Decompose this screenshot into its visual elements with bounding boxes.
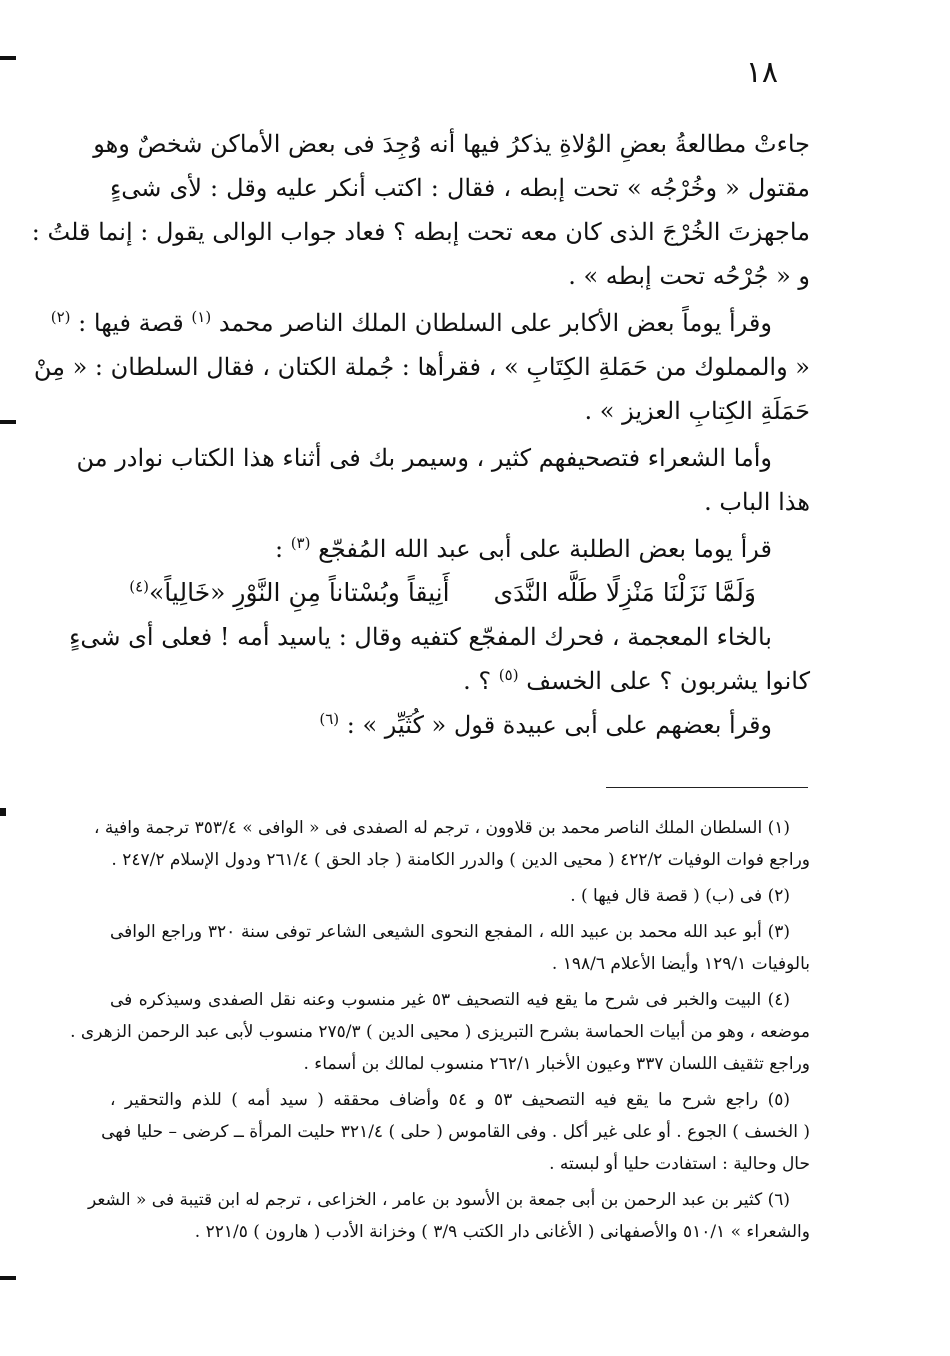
text-segment: كانوا يشربون ؟ على الخسف [526, 667, 810, 695]
text-line [110, 703, 810, 747]
text-line: ماجهزتَ الخُرْجَ الذى كان معه تحت إبطه ؟ فعاد جواب الوالى يقول : إنما قلتُ : [31, 218, 810, 246]
footnote-line: والشعراء » ٥١٠/١ والأصفهانى ( الأغانى دار الكتب ٣/٩ ) وخزانة الأدب ( هارون ) ٢٢١/٥ . [194, 1222, 810, 1242]
footnote-separator [606, 787, 808, 788]
footnote-line: (٣) أبو عبد الله محمد بن عبيد الله ، المفجع النحوى الشيعى الشاعر توفى سنة ٣٢٠ وراجع الوافى [110, 922, 790, 942]
footnote-line: موضعه ، وهو من أبيات الحماسة بشرح التبريزى ( محيى الدين ) ٢٧٥/٣ منسوب لأبى عبد الرحمن الزهرى . [70, 1022, 810, 1042]
text-line: و « جُرْحُه تحت إبطه » . [568, 262, 810, 290]
text-segment: وقرأ بعضهم على أبى عبيدة قول « كُثَيِّر » : [346, 711, 772, 739]
poem-verse [110, 571, 810, 615]
footnote-line: (٦) كثير بن عبد الرحمن بن أبى جمعة بن الأسود بن عامر ، الخزاعى ، ترجم له ابن قتيبة فى « الشعر [87, 1190, 790, 1210]
main-text [31, 122, 810, 747]
footnote-ref: (٥) [498, 666, 519, 684]
footnote-ref: (١) [191, 308, 212, 326]
footnote-line: وراجع تثقيف اللسان ٣٣٧ وعيون الأخبار ٢٦٢/١ منسوب لمالك بن أسماء . [303, 1054, 810, 1074]
text-segment: ؟ . [463, 667, 492, 695]
footnote-ref: (٦) [319, 710, 340, 728]
text-line [110, 527, 810, 571]
page-number: ١٨ [745, 55, 778, 90]
footnote-line: بالوفيات ١٢٩/١ وأيضا الأعلام ١٩٨/٦ . [551, 954, 810, 974]
footnotes [70, 812, 810, 1248]
footnote-ref: (٢) [50, 308, 71, 326]
footnote-line: ( الخسف ) الجوع . أو على غير أكل . وفى القاموس ( حلى ) ٣٢١/٤ حليت المرأة ــ كرضى – حليا فهى [101, 1122, 810, 1142]
text-line [110, 659, 810, 703]
footnote-line: وراجع فوات الوفيات ٤٢٢/٢ ( محيى الدين ) والدرر الكامنة ( جاد الحق ) ٢٦١/٤ ودول الإسلام ٢٤٧/٢ . [111, 850, 810, 870]
footnote-line: (١) السلطان الملك الناصر محمد بن قلاوون ، ترجم له الصفدى فى « الوافى » ٣٥٣/٤ ترجمة وافية ، [93, 818, 790, 838]
text-line: مقتول « وخُرْجُه » تحت إبطه ، فقال : اكتب أنكر عليه وقل : لأى شىءٍ [110, 174, 810, 202]
verse-first-hemistich: وَلَمَّا نَزَلْنَا مَنْزِلًا طَلَّه النَّدَى [493, 578, 756, 607]
binding-edge-mark [0, 1276, 16, 1280]
text-line: هذا الباب . [704, 488, 810, 516]
text-line: جاءتْ مطالعةُ بعضِ الوُلاةِ يذكرُ فيها أنه وُجِدَ فى بعض الأماكن شخصٌ وهو [93, 130, 810, 158]
text-segment: : [274, 535, 284, 563]
footnote-line: حال وحالية : استفادت حليا أو لبسته . [549, 1154, 810, 1174]
binding-edge-mark [0, 56, 16, 60]
text-line [50, 301, 810, 345]
text-line: « والمملوك من حَمَلةِ الكِتَابِ » ، فقرأها : جُملة الكتان ، فقال السلطان : « مِنْ [33, 353, 810, 381]
text-segment: قرأ يوما بعض الطلبة على أبى عبد الله المُفجّع [318, 535, 772, 563]
verse-second-hemistich [129, 571, 449, 615]
binding-edge-mark [0, 808, 6, 816]
footnote-line: (٤) البيت والخبر فى شرح ما يقع فيه التصحيف ٥٣ غير منسوب وعنه نقل الصفدى وسيذكره فى [110, 990, 791, 1010]
text-segment: وقرأ يوماً بعض الأكابر على السلطان الملك الناصر محمد [218, 309, 772, 337]
footnote-ref: (٣) [290, 534, 311, 552]
text-segment: أَنِيقاً وبُسْتاناً مِنِ النَّوْرِ «خَالِياً» [149, 578, 450, 607]
text-line: وأما الشعراء فتصحيفهم كثير ، وسيمر بك فى أثناء هذا الكتاب نوادر من [76, 444, 772, 472]
footnote-line: (٢) فى (ب) ( قصة قال فيها ) . [570, 886, 790, 906]
text-segment: قصة فيها : [78, 309, 184, 337]
text-line: بالخاء المعجمة ، فحرك المفجّع كتفيه وقال : ياسيد أمه ! فعلى أى شىءٍ [69, 623, 772, 651]
footnote-ref: (٤) [129, 577, 150, 596]
text-line: حَمَلَةِ الكِتابِ العزيز » . [584, 397, 810, 425]
footnote-line: (٥) راجع شرح ما يقع فيه التصحيف ٥٣ و ٥٤ وأضاف محققه ( سيد أمه ) للذم والتحقير ، [110, 1090, 790, 1110]
binding-edge-mark [0, 420, 16, 424]
